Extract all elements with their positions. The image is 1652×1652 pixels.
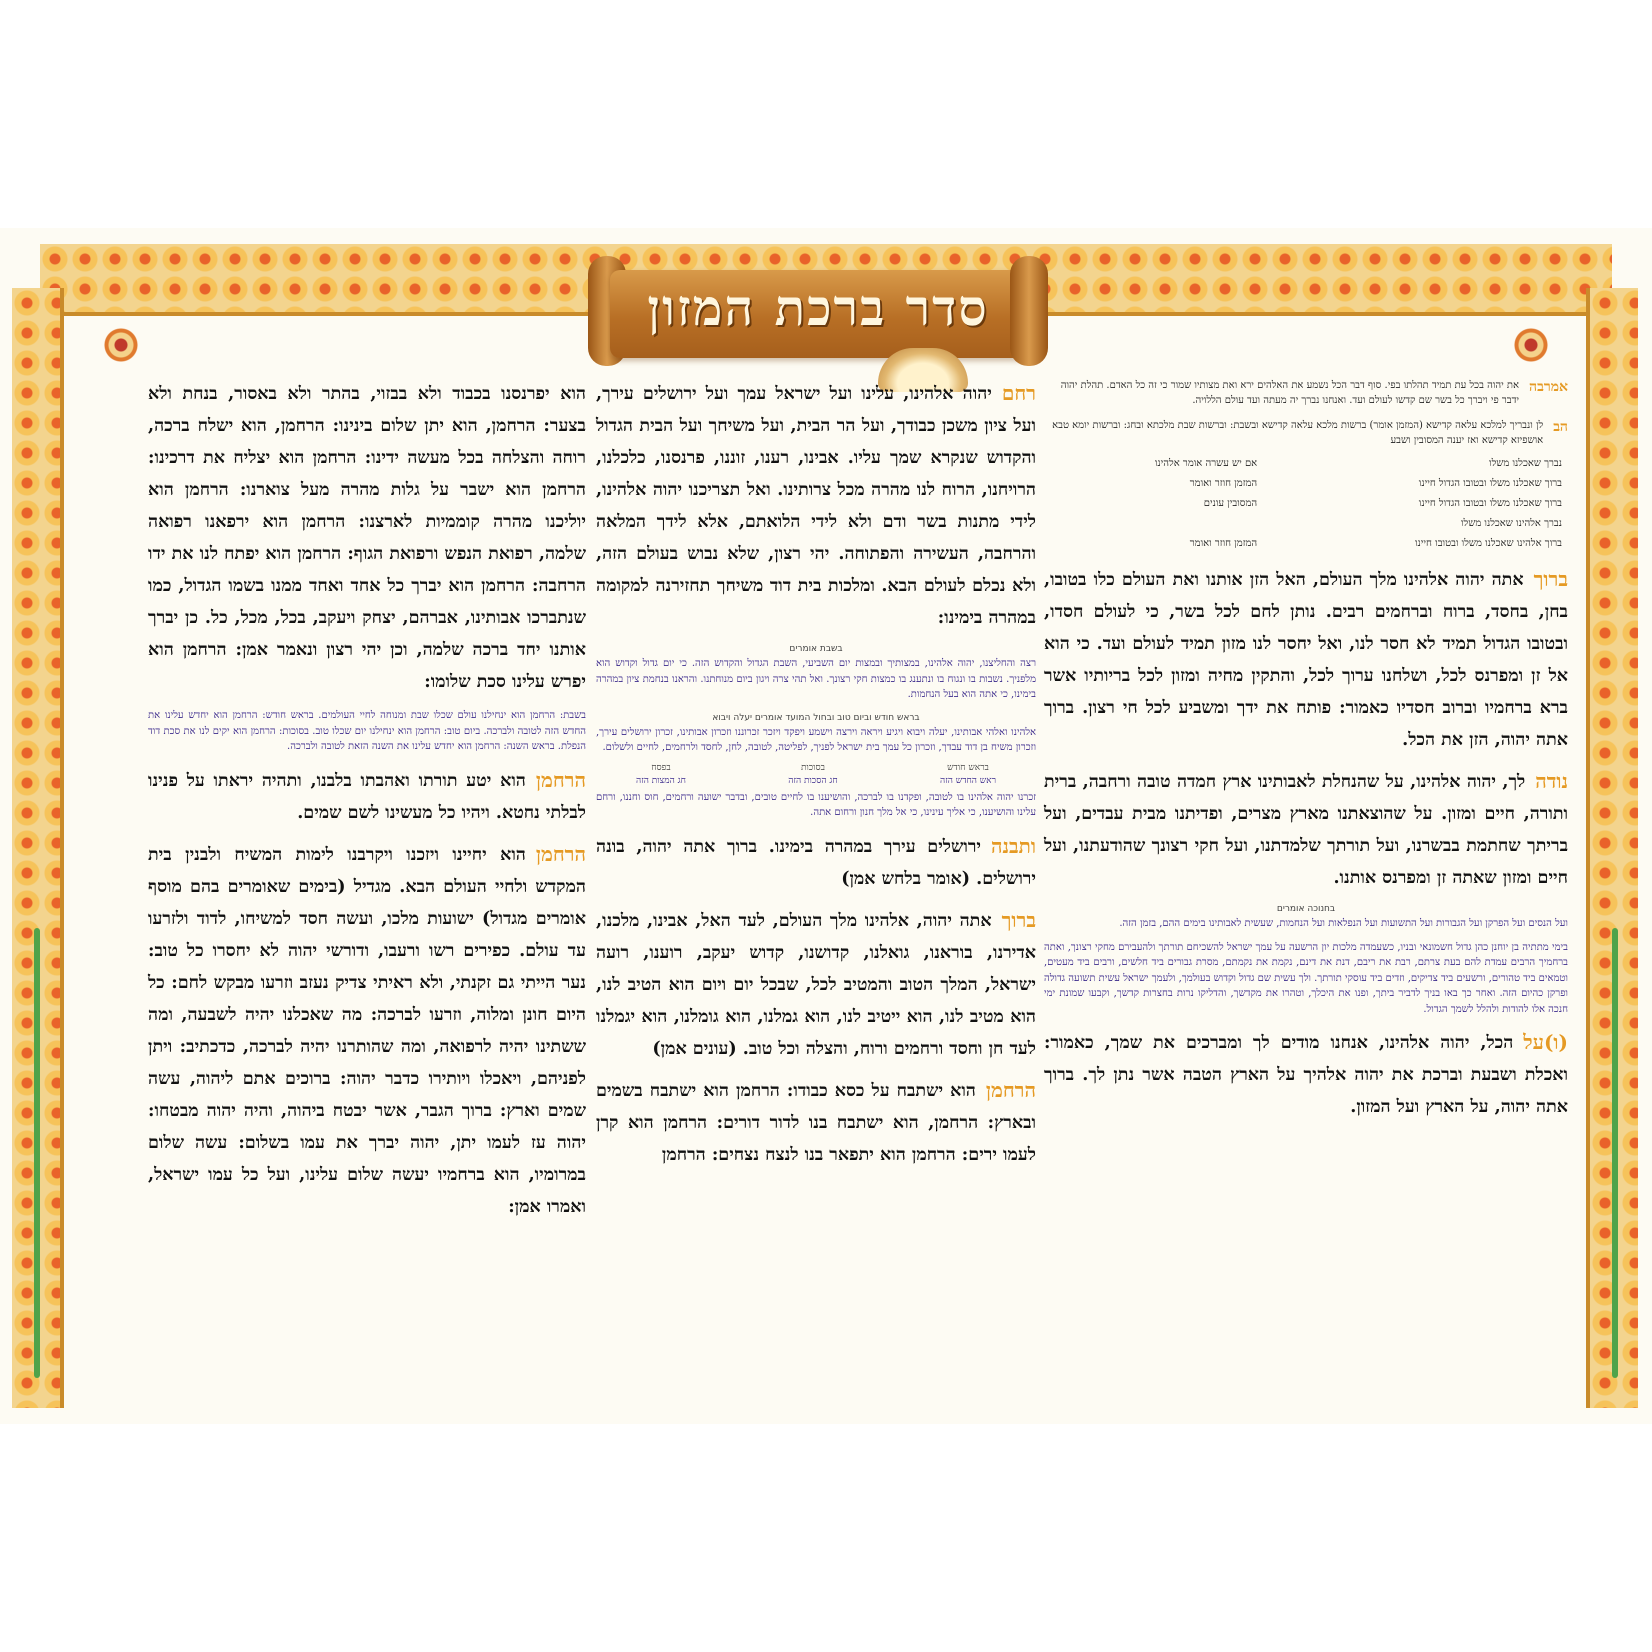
- chanukah-intro: ועל הנסים ועל הפרקן ועל הגבורות ועל התשועות ועל הנפלאות ועל הנחמות, שעשית לאבותינו בימים ההם, בזמן הזה.: [1119, 918, 1568, 929]
- vine-left-icon: [34, 928, 40, 1378]
- blessing-label: ברוך: [1001, 907, 1036, 932]
- blessing-text: הוא יחיינו ויזכנו ויקרבנו לימות המשיח ולבנין בית המקדש ולחיי העולם הבא. מגדיל (בימים שאומרים בהם מוסף אומרים מגדול) ישועות מלכו, ועשה חסד למשיחו, לדוד ולזרעו עד עולם. כפירים רשו ורעבו, ודורשי יהוה לא יחסרו כל טוב: נער הייתי גם זקנתי, ולא ראיתי צדיק נעזב וזרעו מבקש לחם: כל היום חונן ומלוה, וזרעו לברכה: מה שאכלנו יהיה לשבעה, ומה ששתינו יהיה לרפואה, ומה שהותרנו יהיה לברכה, כדכתיב: ויתן לפניהם, ויאכלו ויותירו כדבר יהוה: ברוכים אתם ליהוה, עשה שמים וארץ: ברוך הגבר, אשר יבטח ביהוה, והיה יהוה מבטחו: יהוה עז לעמו יתן, יהוה יברך את עמו בשלום: עשה שלום במרומיו, הוא ברחמיו יעשה שלום עלינו, ועל כל עמו ישראל, ואמרו אמן:: [148, 844, 586, 1217]
- holiday-insert-text: חג המצות הזה: [636, 775, 686, 786]
- zimun-label: הב: [1553, 419, 1568, 435]
- blessing-label: (ו)על: [1523, 1030, 1568, 1054]
- blessing-text: ירושלים עירך במהרה בימינו. ברוך אתה יהוה, בונה ירושלים. (אומר בלחש אמן): [596, 836, 1036, 889]
- blessing-land-section: [1044, 766, 1568, 894]
- table-cell: [1044, 514, 1263, 534]
- table-row: [1044, 534, 1568, 554]
- blessing-label: נודה: [1535, 769, 1568, 793]
- blessing-label: הרחמן: [535, 841, 586, 866]
- zimun-section: [1044, 418, 1568, 554]
- shabbat-heading: בשבת אומרים: [789, 644, 843, 654]
- hatov-section: [596, 905, 1036, 1065]
- chanukah-heading: בחנוכה אומרים: [1276, 904, 1336, 914]
- intro-section: [1044, 378, 1568, 408]
- blessing-text: אתה יהוה אלהינו מלך העולם, האל הזן אותנו ואת העולם כלו בטובו, בחן, בחסד, ברוח וברחמים רבים. נותן לחם לכל בשר, כי לעולם חסדו, ובטובו הגדול תמיד לא חסר לנו, ואל יחסר לנו מזון תמיד לעולם ועד. כי הוא אל זן ומפרנס לכל, ושלחנו ערוך לכל, והתקין מחיה ומזון לכל בריותיו אשר ברא ברחמיו וברוב חסדיו כאמור: פותח את ידך ומשביע לכל חי רצון. ברוך אתה יהוה, הזן את הכל.: [1044, 570, 1568, 750]
- holiday-insert-heading: בראש חודש: [947, 762, 989, 773]
- zimun-text: לן ונבריך למלכא עלאה קדישא (המזמן אומר) ברשות מלכא עלאה קדישא ובשבת: וברשות שבת מלכתא ובחג: וברשות יומא טבא אושפיזא קדישא ואז יענה המסובין ושבע: [1052, 420, 1544, 446]
- blessing-zan-section: [1044, 564, 1568, 756]
- blessing-label: הרחמן: [985, 1077, 1036, 1102]
- blessing-text: הוא יפרנסנו בכבוד ולא בבזוי, בהתר ולא באסור, בנחת ולא בצער: הרחמן, הוא יתן שלום בינינו: הרחמן, הוא ישלח ברכה, רוחה והצלחה בכל מעשה ידינו: הרחמן הוא יצליח את דרכינו: הרחמן הוא ישבר על גלות מהרה מעל צוארנו: הרחמן הוא יוליכנו מהרה קוממיות לארצנו: הרחמן הוא ירפאנו רפואה שלמה, רפואת הנפש ורפואת הגוף: הרחמן הוא יפתח לנו את ידו הרחבה: הרחמן הוא יברך כל אחד ואחד ממנו בשמו הגדול, כמו שנתברכו אבותינו, אברהם, יצחק ויעקב, בכל, מכל, כל. כן יברך אותנו יחד ברכה שלמה, וכן יהי רצון ונאמר אמן: הרחמן הוא יפרש עלינו סכת שלומו:: [148, 384, 586, 692]
- intro-text: את יהוה בכל עת תמיד תהלתו בפי. סוף דבר הכל נשמע את האלהים ירא ואת מצותיו שמור כי זה כל האדם. תהלת יהוה ידבר פי ויברך כל בשר שם קדשו לעולם ועד. ואנחנו נברך יה מעתה ועד עולם הללויה.: [1060, 380, 1520, 406]
- blessing-label: ותבנה: [991, 833, 1036, 858]
- shabbat-section: [596, 644, 1036, 703]
- holiday-insert-text: חג הסכות הזה: [788, 775, 838, 786]
- shabbat-text: רצה והחליצנו, יהוה אלהינו, במצותיך ובמצות יום השביעי, השבת הגדול והקדוש הזה. כי יום גדול וקדוש הוא מלפניך. נשבות בו ונגוח בו ונתענג בו כמצות חקי רצונך. ואל תהי צרה ויגון ביום מנוחתנו. והראנו בנחמת ציון במהרה בימינו, כי אתה הוא בעל הנחמות.: [596, 658, 1036, 700]
- holiday-insert-text: ראש החדש הזה: [940, 775, 996, 786]
- flower-corner-right-icon: [1514, 328, 1548, 362]
- harachaman-list-section: [148, 378, 586, 698]
- holiday-insert-heading: בסוכות: [800, 762, 825, 773]
- table-cell: אם יש עשרה אומר אלהינו: [1154, 458, 1258, 469]
- table-cell: המזמן חוזר ואומר: [1189, 538, 1258, 549]
- blessing-text: הכל, יהוה אלהינו, אנחנו מודים לך ומברכים את שמך, כאמור: ואכלת ושבעת וברכת את יהוה אלהיך על הארץ הטבה אשר נתן לך. ברוך אתה יהוה, על הארץ ועל המזון.: [1044, 1033, 1568, 1117]
- yaaleh-heading: בראש חודש וביום טוב ובחול המועד אומרים יעלה ויבוא: [712, 712, 920, 723]
- flower-corner-left-icon: [104, 328, 138, 362]
- holiday-insert-heading: בפסח: [651, 762, 671, 773]
- grace-after-meals-poster: [0, 228, 1652, 1424]
- blessing-all-section: [1044, 1027, 1568, 1123]
- table-row: [1044, 514, 1568, 534]
- blessing-text: לך, יהוה אלהינו, על שהנחלת לאבותינו ארץ חמדה טובה ורחבה, ברית ותורה, חיים ומזון. על שהוצאתנו מארץ מצרים, ופדיתנו מבית עבדים, ועל בריתך שחתמת בבשרנו, ועל תורתך שלמדתנו, ועל חקי רצונך שהודעתנו, ועל חיים ומזון שאתה זן ומפרנס אותנו.: [1044, 772, 1568, 888]
- blessing-label: רחם: [1001, 381, 1036, 405]
- mashiach-section: [148, 839, 586, 1223]
- vine-right-icon: [1612, 928, 1618, 1378]
- table-cell: נברך אלהינו שאכלנו משלו: [1461, 518, 1562, 529]
- chanukah-section: [1044, 904, 1568, 1017]
- table-cell: ברוך שאכלנו משלו ובטובו הגדול חיינו: [1418, 498, 1562, 509]
- zimun-table: [1044, 454, 1568, 554]
- holiday-harachaman-section: [148, 708, 586, 755]
- left-column: [148, 378, 586, 1388]
- table-row: [1044, 454, 1568, 474]
- blessing-label: ברוך: [1533, 567, 1568, 591]
- table-row: [1044, 494, 1568, 514]
- chanukah-text: בימי מתתיה בן יוחנן כהן גדול חשמונאי ובניו, כשעמדה מלכות יון הרשעה על עמך ישראל להשכיחם תורתך ולהעבירם מחקי רצונך, ואתה ברחמיך הרבים עמדת להם בעת צרתם, רבת את ריבם, דנת את דינם, נקמת את נקמתם, מסרת גבורים ביד חלשים, ורבים ביד מעטים, וטמאים ביד טהורים, ורשעים ביד צדיקים, וזדים ביד עוסקי תורתך. ולך עשית שם גדול וקדוש בעולמך, ולעמך ישראל עשית תשועה גדולה ופרקן כהיום הזה. ואחר כך באו בניך לדביר ביתך, ופנו את היכלך, וטהרו את מקדשך, והדליקו נרות בחצרות קדשך, וקבעו שמונת ימי חנכה אלו להודות ולהלל לשמך הגדול.: [1044, 941, 1568, 1015]
- blessing-text: הוא ישתבח על כסא כבודו: הרחמן הוא ישתבח בשמים ובארץ: הרחמן, הוא ישתבח בנו לדור דורים: הרחמן הוא קרן לעמו ירים: הרחמן הוא יתפאר בנו לנצח נצחים: הרחמן: [596, 1080, 1036, 1165]
- middle-column: [596, 378, 1036, 1388]
- right-column: [1044, 378, 1568, 1388]
- holiday-harachaman-text: בשבת: הרחמן הוא ינחילנו עולם שכלו שבת ומנוחה לחיי העולמים. בראש חודש: הרחמן הוא יחדש עלינו את החדש הזה לטובה ולברכה. ביום טוב: הרחמן הוא ינחילנו יום שכלו טוב. בסוכות: הרחמן הוא יקים לנו את סכת דוד הנפלת. בראש השנה: הרחמן הוא יחדש עלינו את השנה הזאת לטובה ולברכה.: [148, 710, 586, 752]
- holiday-insert: [940, 762, 996, 788]
- table-cell: המזמן חוזר ואומר: [1189, 478, 1258, 489]
- table-cell: ברוך שאכלנו משלו ובטובו הגדול חיינו: [1418, 478, 1562, 489]
- torah-section: [148, 765, 586, 829]
- intro-label: אמרבה: [1529, 379, 1568, 395]
- holiday-insert-row: [636, 762, 996, 788]
- blessing-text: אתה יהוה, אלהינו מלך העולם, לעד האל, אבינו, מלכנו, אדירנו, בוראנו, גואלנו, קדושנו, קדוש יעקב, רוענו, רועה ישראל, המלך הטוב והמטיב לכל, שבכל יום ויום הוא הטיב לנו, הוא מטיב לנו, הוא ייטיב לנו, הוא גמלנו, הוא גומלנו, הוא יגמלנו לעד חן וחסד ורחמים ורוח, והצלה וכל טוב. (עונים אמן): [596, 910, 1036, 1059]
- yaaleh-section: [596, 713, 1036, 821]
- yaaleh-end-text: זכרנו יהוה אלהינו בו לטובה, ופקדנו בו לברכה, והושיענו בו לחיים טובים, ובדבר ישועה ורחמים, חוס וחננו, ורחם עלינו והושיענו, כי אליך עינינו, כי אל מלך חנון ורחום אתה.: [596, 791, 1036, 818]
- holiday-insert: [788, 762, 837, 788]
- blessing-text: הוא יטע תורתו ואהבתו בלבנו, ותהיה יראתו על פנינו לבלתי נחטא. ויהיו כל מעשינו לשם שמים.: [148, 770, 586, 823]
- table-cell: נברך שאכלנו משלו: [1489, 458, 1562, 469]
- table-cell: המסובין עונים: [1203, 498, 1258, 509]
- page-title: סדר ברכת המזון: [647, 278, 989, 337]
- title-scroll: [588, 248, 1048, 376]
- blessing-text: יהוה אלהינו, עלינו ועל ישראל עמך ועל ירושלים עירך, ועל ציון משכן כבודך, ועל הר הבית, ועל משיחך ועל הבית הגדול והקדוש שנקרא שמך עליו. אבינו, רענו, זוננו, פרנסנו, כלכלנו, הרויחנו, הרוח לנו מהרה מכל צרותינו. ואל תצריכנו יהוה אלהינו, לידי מתנות בשר ודם ולא לידי הלואתם, אלא לידך המלאה והרחבה, העשירה והפתוחה. יהי רצון, שלא נבוש בעולם הזה, ולא נכלם לעולם הבא. ומלכות בית דוד משיחך תחזירנה למקומה במהרה בימינו:: [596, 384, 1036, 628]
- blessing-label: הרחמן: [535, 767, 586, 792]
- table-row: [1044, 474, 1568, 494]
- harachaman-section: [596, 1075, 1036, 1171]
- rachem-section: [596, 378, 1036, 634]
- yaaleh-text: אלהינו ואלהי אבותינו, יעלה ויבוא ויגיע ויראה וירצה וישמע ויפקד ויזכר זכרוננו וזכרון אבותינו, זכרון ירושלים עירך, וזכרון משיח בן דוד עבדך, וזכרון כל עמך בית ישראל לפניך, לפליטה, לטובה, לחן, לחסד ולרחמים, לחיים ולשלום.: [596, 726, 1036, 753]
- table-cell: ברוך אלהינו שאכלנו משלו ובטובו חיינו: [1415, 538, 1562, 549]
- holiday-insert: [636, 762, 686, 788]
- uvneh-section: [596, 831, 1036, 895]
